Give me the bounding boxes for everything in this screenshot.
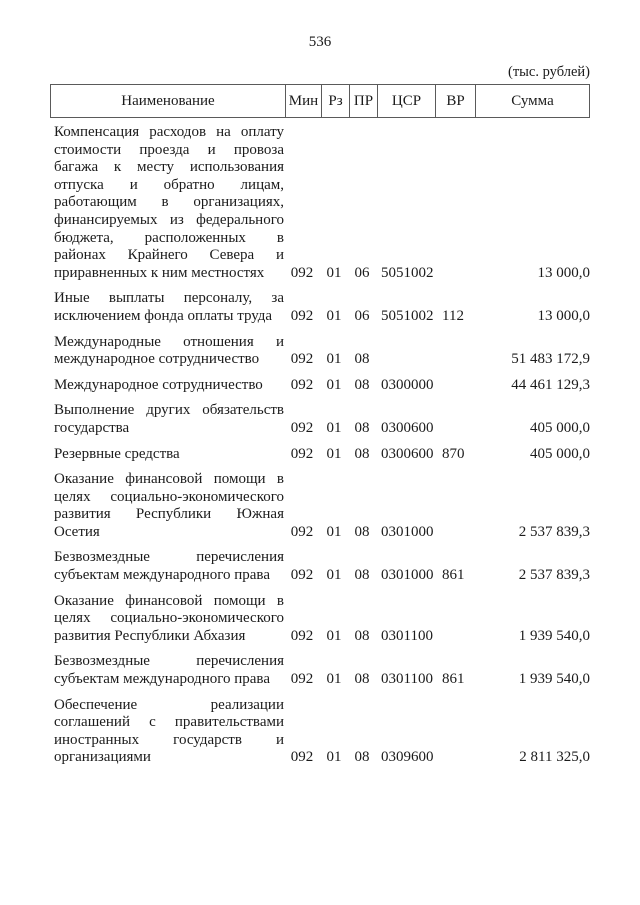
cell-summa: 1 939 540,0 bbox=[518, 627, 590, 644]
cell-name: Безвозмездные перечисления субъектам международного права bbox=[54, 549, 284, 584]
cell-summa: 13 000,0 bbox=[537, 264, 590, 281]
table-body bbox=[50, 118, 590, 767]
cell-csr: 0300000 bbox=[381, 376, 434, 393]
cell-pr: 06 bbox=[354, 264, 370, 281]
column-header-name: Наименование bbox=[121, 92, 215, 109]
cell-csr: 0300600 bbox=[381, 419, 434, 436]
cell-csr: 5051002 bbox=[381, 264, 434, 281]
cell-min: 092 bbox=[290, 749, 314, 766]
cell-rz: 01 bbox=[326, 351, 342, 368]
cell-vr: 112 bbox=[442, 307, 464, 324]
cell-min: 092 bbox=[290, 264, 314, 281]
cell-vr: 861 bbox=[442, 671, 465, 688]
cell-csr: 0301100 bbox=[381, 627, 433, 644]
cell-summa: 44 461 129,3 bbox=[511, 376, 590, 393]
table-row bbox=[50, 334, 590, 369]
table-row bbox=[50, 377, 590, 395]
cell-rz: 01 bbox=[326, 523, 342, 540]
cell-pr: 08 bbox=[354, 749, 370, 766]
cell-vr: 861 bbox=[442, 567, 465, 584]
cell-name: Международное сотрудничество bbox=[54, 376, 263, 393]
cell-name: Оказание финансовой помощи в целях социально-экономического развития Республики Южная Осетия bbox=[54, 471, 284, 540]
cell-csr: 0301000 bbox=[381, 567, 434, 584]
cell-name: Иные выплаты персоналу, за исключением фонда оплаты труда bbox=[54, 290, 284, 324]
cell-summa: 2 537 839,3 bbox=[518, 523, 590, 540]
cell-summa: 1 939 540,0 bbox=[518, 671, 590, 688]
cell-rz: 01 bbox=[326, 567, 342, 584]
column-header-min: Мин bbox=[285, 85, 321, 117]
cell-min: 092 bbox=[290, 351, 314, 368]
cell-rz: 01 bbox=[326, 671, 342, 688]
cell-csr: 5051002 bbox=[381, 307, 434, 324]
cell-csr: 0309600 bbox=[381, 749, 434, 766]
table-row bbox=[50, 697, 590, 767]
cell-csr: 0301100 bbox=[381, 671, 433, 688]
cell-pr: 08 bbox=[354, 567, 370, 584]
cell-csr: 0301000 bbox=[381, 523, 434, 540]
cell-min: 092 bbox=[290, 445, 314, 462]
cell-pr: 08 bbox=[354, 376, 370, 393]
cell-summa: 405 000,0 bbox=[530, 445, 590, 462]
cell-rz: 01 bbox=[326, 307, 342, 324]
cell-name: Обеспечение реализации соглашений с правительствами иностранных государств и организациями bbox=[54, 696, 284, 766]
table-row bbox=[50, 549, 590, 584]
table-row bbox=[50, 124, 590, 282]
table-row bbox=[50, 593, 590, 646]
cell-rz: 01 bbox=[326, 445, 342, 462]
cell-min: 092 bbox=[290, 419, 314, 436]
cell-min: 092 bbox=[290, 376, 314, 393]
cell-min: 092 bbox=[290, 627, 314, 644]
table-row bbox=[50, 402, 590, 437]
cell-pr: 08 bbox=[354, 419, 370, 436]
column-header-rz: Рз bbox=[321, 85, 349, 117]
cell-pr: 08 bbox=[354, 445, 370, 462]
cell-name: Оказание финансовой помощи в целях социально-экономического развития Республики Абхазия bbox=[54, 592, 284, 644]
column-header-vr: ВР bbox=[435, 85, 475, 117]
cell-min: 092 bbox=[290, 307, 314, 324]
cell-name: Выполнение других обязательств государства bbox=[54, 402, 284, 436]
cell-name: Резервные средства bbox=[54, 445, 180, 462]
cell-summa: 2 537 839,3 bbox=[518, 567, 590, 584]
page-number: 536 bbox=[308, 34, 332, 50]
cell-summa: 51 483 172,9 bbox=[511, 351, 590, 368]
cell-summa: 2 811 325,0 bbox=[519, 749, 590, 766]
cell-min: 092 bbox=[290, 671, 314, 688]
cell-rz: 01 bbox=[326, 627, 342, 644]
budget-table bbox=[50, 84, 590, 767]
cell-pr: 08 bbox=[354, 523, 370, 540]
table-row bbox=[50, 653, 590, 688]
table-row bbox=[50, 446, 590, 464]
table-header-row bbox=[50, 84, 590, 118]
cell-name: Международные отношения и международное сотрудничество bbox=[54, 333, 284, 368]
cell-vr: 870 bbox=[442, 445, 465, 462]
cell-pr: 06 bbox=[354, 307, 370, 324]
cell-rz: 01 bbox=[326, 264, 342, 281]
column-header-summa: Сумма bbox=[475, 85, 589, 117]
column-header-pr: ПР bbox=[349, 85, 377, 117]
cell-pr: 08 bbox=[354, 671, 370, 688]
cell-name: Безвозмездные перечисления субъектам международного права bbox=[54, 653, 284, 688]
cell-name: Компенсация расходов на оплату стоимости проезда и провоза багажа к месту использования отпуска и обратно лицам, работающим в организациях, финансируемых из федерального бюджета, расположенных в районах Крайнего Севера и приравненных к ним местностях bbox=[54, 124, 284, 281]
table-row bbox=[50, 290, 590, 325]
units-label: (тыс. рублей) bbox=[508, 64, 590, 80]
cell-pr: 08 bbox=[354, 627, 370, 644]
cell-min: 092 bbox=[290, 567, 314, 584]
cell-rz: 01 bbox=[326, 749, 342, 766]
cell-rz: 01 bbox=[326, 419, 342, 436]
column-header-csr: ЦСР bbox=[377, 85, 435, 117]
cell-summa: 405 000,0 bbox=[530, 419, 590, 436]
cell-pr: 08 bbox=[354, 351, 370, 368]
cell-summa: 13 000,0 bbox=[537, 307, 590, 324]
cell-min: 092 bbox=[290, 523, 314, 540]
cell-csr: 0300600 bbox=[381, 445, 434, 462]
cell-rz: 01 bbox=[326, 376, 342, 393]
table-row bbox=[50, 471, 590, 541]
